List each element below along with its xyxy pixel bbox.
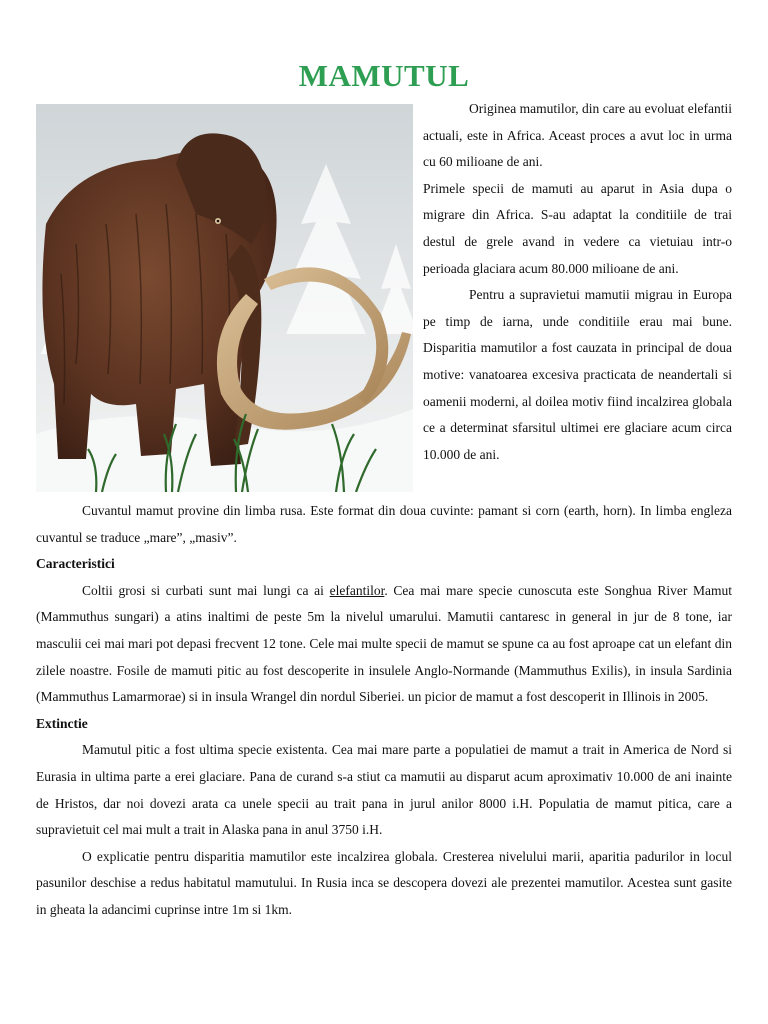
section-heading-extinctie: Extinctie <box>36 715 88 731</box>
paragraph-extinction: Mamutul pitic a fost ultima specie existenta. Cea mai mare parte a populatiei de mamut a trait in America de Nord si Eurasia in ultima parte a erei glaciare. Pana de curand s-a stiut ca mamutii au disparut acum aproximativ 10.000 de ani inainte de Hristos, dar noi dovezi arata ca unele specii au trait pana in jurul anilor 8000 i.H. Populatia de mamut pitica, care a supravietuit cel mai mult a trait in Alaska pana in anul 3750 i.H. <box>36 742 732 838</box>
paragraph-explanation: O explicatie pentru disparitia mamutilor este incalzirea globala. Cresterea nivelului marii, aparitia padurilor in locul pasunilor deschise a redus habitatul mamutului. In Rusia inca se descopera dovezi ale prezentei mamutilor. Acestea sunt gasite in gheata la adancimi cuprinse intre 1m si 1km. <box>36 848 732 917</box>
characteristics-text-start: Coltii grosi si curbati sunt mai lungi ca ai <box>82 582 330 598</box>
page-title: MAMUTUL <box>298 58 470 93</box>
paragraph-etymology: Cuvantul mamut provine din limba rusa. Este format din doua cuvinte: pamant si corn (earth, horn). In limba engleza cuvantul se traduce „mare”, „masiv”. <box>36 503 732 545</box>
paragraph-survival: Pentru a supravietui mamutii migrau in Europa pe timp de iarna, unde conditiile erau mai bune. Disparitia mamutilor a fost cauzata in principal de doua motive: vanatoarea excesiva practicata de neandertali si oamenii moderni, al doilea motiv fiind incalzirea globala ce a determinat sfarsitul ultimei ere glaciare acum circa 10.000 de ani. <box>423 287 732 462</box>
section-heading-caracteristici: Caracteristici <box>36 556 115 572</box>
mammoth-image <box>36 104 413 492</box>
characteristics-text-end: . Cea mai mare specie cunoscuta este Songhua River Mamut (Mammuthus sungari) a atins inaltimi de peste 5m la nivelul umarului. Mamutii cantaresc in general in jur de 8 tone, iar masculii cei mai mari pot depasi frecvent 12 tone. Cele mai multe specii de mamut se spune ca au fost aproape cat un elefant din zilele noastre. Fosile de mamuti pitic au fost descoperite in insulele Anglo-Normande (Mammuthus Exilis), in insula Sardinia (Mammuthus Lamarmorae) si in insula Wrangel din nordul Siberiei. un picior de mamut a fost descoperit in Illinois in 2005. <box>36 582 733 705</box>
elefantilor-link[interactable]: elefantilor <box>329 582 385 598</box>
paragraph-first-species: Primele specii de mamuti au aparut in Asia dupa o migrare din Africa. S-au adaptat la conditiile de trai destul de grele avand in vedere ca vietuiau intr-o perioada glaciara acum 80.000 milioane de ani. <box>423 180 732 276</box>
mammoth-illustration <box>36 104 413 492</box>
paragraph-origin: Originea mamutilor, din care au evoluat elefantii actuali, este in Africa. Aceast proces a avut loc in urma cu 60 milioane de ani. <box>423 101 732 170</box>
article-body <box>36 96 732 924</box>
paragraph-characteristics <box>36 578 732 711</box>
